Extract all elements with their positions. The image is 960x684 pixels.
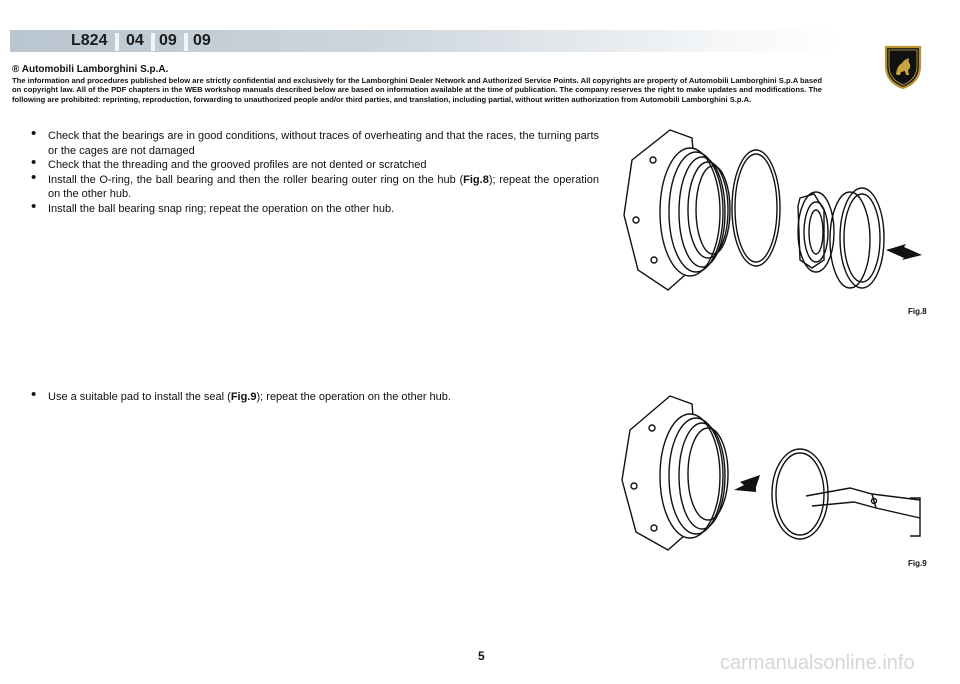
step-text: Install the O-ring, the ball bearing and then the roller bearing outer ring on the hub (: [48, 173, 464, 186]
step-text: Check that the bearings are in good conditions, without traces of overheating and that the races, the turning parts or the cages are not damaged: [48, 130, 599, 157]
header-separator: [151, 33, 155, 51]
bullet-icon: •: [31, 386, 37, 403]
step-text: ); repeat the operation on the other hub.: [48, 173, 599, 200]
watermark-text: carmanualsonline.info: [720, 652, 915, 674]
arrow-icon: [734, 475, 760, 492]
procedure-steps-fig8: [31, 125, 599, 216]
header-separator: [184, 33, 188, 51]
doc-code-section: 09: [193, 32, 211, 49]
figure-label: Fig.9: [908, 559, 927, 568]
step-item: [31, 125, 599, 158]
hub-seal-install-illustration: [610, 390, 930, 560]
copyright-notice: [12, 64, 822, 104]
lamborghini-logo-icon: [884, 44, 922, 90]
figure-reference: Fig.8: [463, 173, 489, 186]
header-separator: [115, 33, 119, 51]
copyright-title: ® Automobili Lamborghini S.p.A.: [12, 64, 169, 75]
figure-reference: Fig.9: [230, 391, 257, 403]
step-text: Check that the threading and the grooved profiles are not dented or scratched: [48, 159, 427, 171]
bullet-icon: •: [31, 168, 37, 186]
doc-code-subgroup: 09: [159, 32, 177, 49]
step-item: [31, 154, 599, 173]
arrow-icon: [886, 244, 922, 260]
step-item: [31, 197, 599, 217]
figure-label: Fig.8: [908, 307, 927, 316]
doc-code-group: 04: [126, 32, 144, 49]
step-text: ); repeat the operation on the other hub.: [256, 391, 451, 403]
doc-code-model: L824: [71, 32, 108, 49]
bullet-icon: •: [31, 154, 37, 171]
step-item: [31, 386, 599, 405]
copyright-body: The information and procedures published below are strictly confidential and exclusively for the Lamborghini Dealer Network and Authorized Service Points. All copyrights are property of Automobili Lamborghini S.p.A based on copyright law. All of the PDF chapters in the WEB workshop manuals described below are based on information available at the time of publication. The company reserves the right to make updates and modifications. The following are prohibited: reprinting, reproduction, forwarding to unauthorized people and/or third parties, and translation, including partial, without written authorization from Automobili Lamborghini S.p.A.: [12, 76, 822, 104]
step-text: Install the ball bearing snap ring; repeat the operation on the other hub.: [48, 202, 395, 215]
step-item: [31, 168, 599, 202]
hub-bearing-exploded-illustration: [610, 120, 930, 305]
procedure-steps-fig9: [31, 386, 599, 405]
bullet-icon: •: [31, 197, 37, 215]
step-text: Use a suitable pad to install the seal (: [48, 391, 231, 403]
page-number: 5: [478, 649, 485, 663]
bullet-icon: •: [31, 125, 37, 142]
